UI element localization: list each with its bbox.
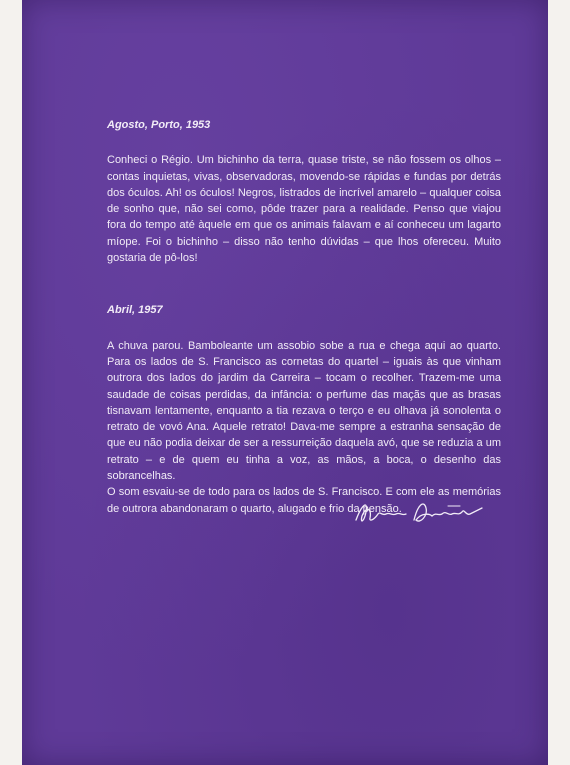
signature-icon [352, 494, 487, 530]
entry-heading: Agosto, Porto, 1953 [107, 119, 211, 131]
page-content [107, 117, 501, 517]
diary-entry-2 [107, 302, 501, 517]
section-spacer [107, 266, 501, 302]
entry-paragraph: Conheci o Régio. Um bichinho da terra, quase triste, se não fossem os olhos – contas inquietas, vivas, observadoras, movendo-se rápidas e fundas por detrás dos óculos. Ah! os óculos! Negros, listrados de incrível amarelo – qualquer coisa de sonho que, não sei como, pôde trazer para a realidade. Penso que viajou fora do tempo até àquele em que os animais falavam e aí conheceu um lagarto míope. Foi o bichinho – disso não tenho dúvidas – que lhos ofereceu. Muito gostaria de pô-los! [107, 154, 501, 265]
entry-heading: Abril, 1957 [107, 304, 163, 317]
handwritten-signature [352, 494, 487, 530]
book-page [22, 0, 548, 765]
entry-paragraph: A chuva parou. Bamboleante um assobio sobe a rua e chega aqui ao quarto. Para os lados de S. Francisco as cornetas do quartel – iguais às que vinham outrora dos lados do jardim da Carreira – tocam o recolher. Trazem-me uma saudade de coisas perdidas, da infância: o perfume das maçãs que as brasas tisnavam lentamente, enquanto a tia rezava o terço e eu olhava já sonolenta o retrato de vovó Ana. Aquele retrato! Dava-me sempre a estranha sensação de que eu não podia deixar de ser a ressurreição daquela avó, que se reduzia a um retrato – e de quem eu tinha a voz, as mãos, a boca, o desenho das sobrancelhas. [107, 339, 501, 483]
diary-entry-1 [107, 117, 501, 266]
entry-paragraph: O som esvaiu-se de todo para os lados de S. Francisco. E com ele as memórias de outrora abandonaram o quarto, alugado e frio da pensão. [107, 486, 501, 515]
